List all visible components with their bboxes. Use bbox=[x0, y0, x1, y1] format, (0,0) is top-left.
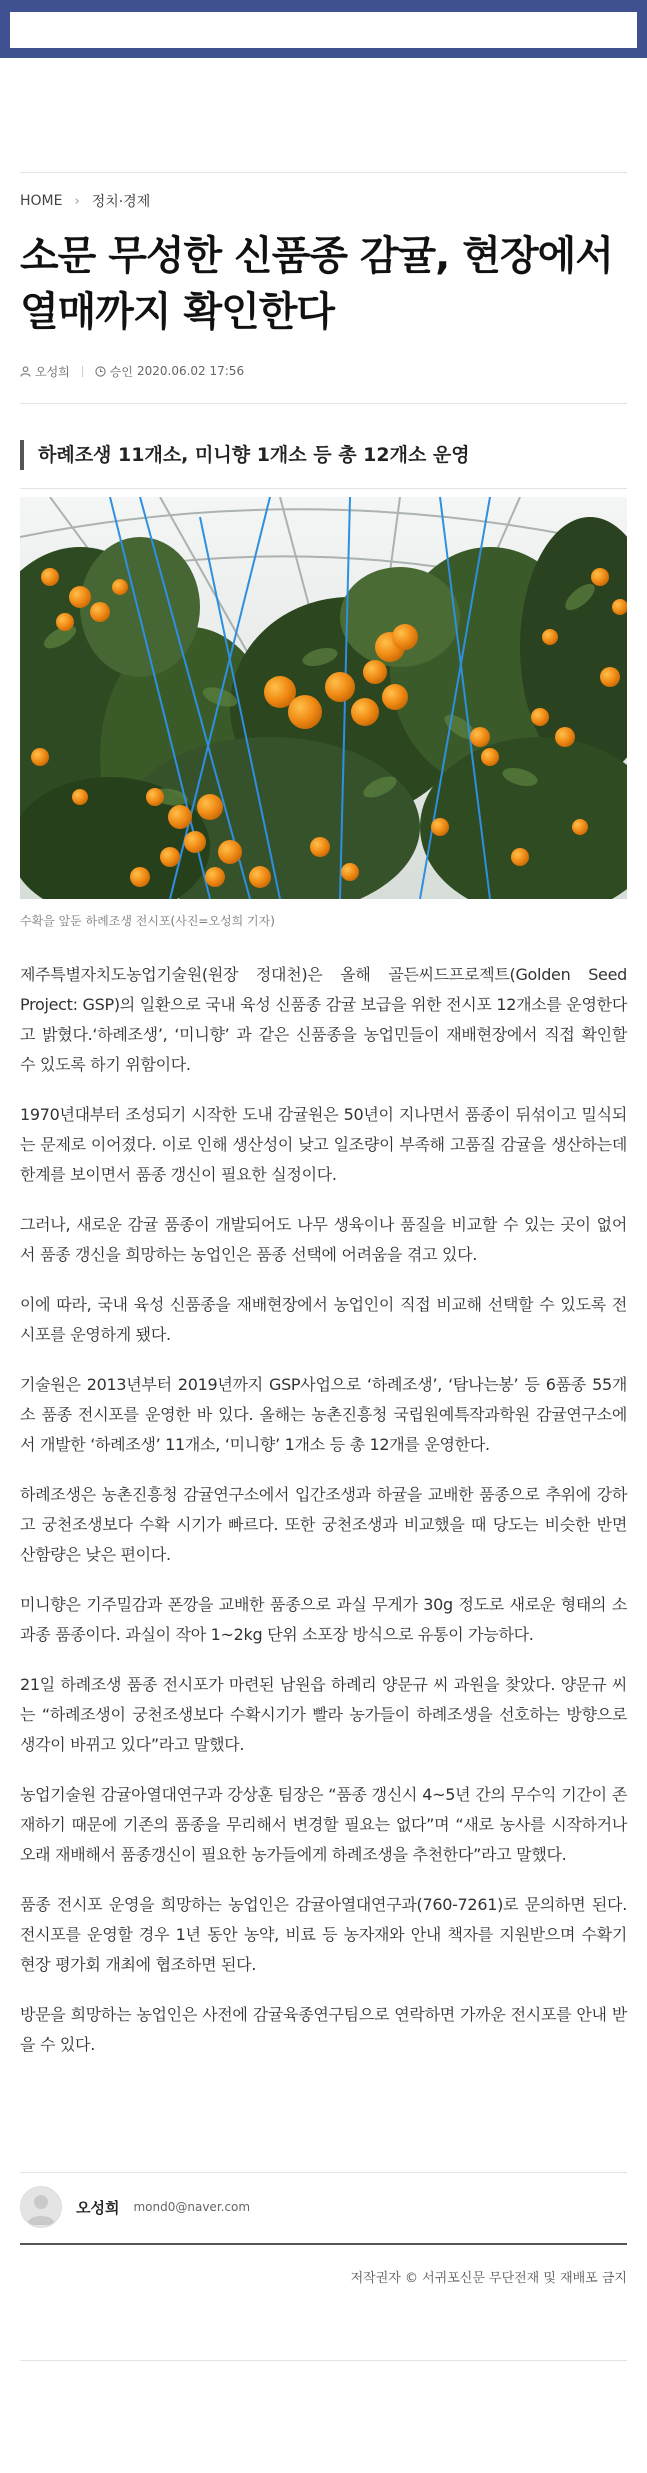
divider bbox=[20, 172, 627, 173]
tangerine-greenhouse-image bbox=[20, 497, 627, 899]
paragraph: 하례조생은 농촌진흥청 감귤연구소에서 입간조생과 하귤을 교배한 품종으로 추위에 강하고 궁천조생보다 수확 시기가 빠르다. 또한 궁천조생과 비교했을 때 당도는 비슷한 반면 산함량은 낮은 편이다. bbox=[20, 1485, 627, 1564]
author-email-link[interactable]: mond0@naver.com bbox=[133, 2200, 251, 2214]
breadcrumb-home-link[interactable]: HOME bbox=[20, 193, 63, 209]
divider bbox=[20, 2172, 627, 2173]
divider bbox=[20, 488, 627, 489]
article-subtitle: 하례조생 11개소, 미니향 1개소 등 총 12개소 운영 bbox=[20, 440, 627, 470]
author-box bbox=[20, 2185, 250, 2229]
divider bbox=[20, 403, 627, 404]
paragraph: 제주특별자치도농업기술원(원장 정대천)은 올해 골든씨드프로젝트(Golden Seed Project: GSP)의 일환으로 국내 육성 신품종 감귤 보급을 위한 전시포 12개소를 운영한다고 밝혔다.‘하례조생’, ‘미니향’ 과 같은 신품종을 농업민들이 재배현장에서 직접 확인할 수 있도록 하기 위함이다. bbox=[20, 965, 627, 1074]
meta-author: 오성희 bbox=[35, 364, 70, 379]
breadcrumb bbox=[20, 190, 150, 212]
article-title: 소문 무성한 신품종 감귤, 현장에서 열매까지 확인한다 bbox=[20, 233, 613, 335]
article-body bbox=[20, 960, 627, 2080]
paragraph: 품종 전시포 운영을 희망하는 농업인은 감귤아열대연구과(760-7261)로 문의하면 된다. 전시포를 운영할 경우 1년 동안 농약, 비료 등 농자재와 안내 책자를 지원받으며 수확기 현장 평가회 개최에 협조하면 된다. bbox=[20, 1895, 627, 1974]
paragraph: 농업기술원 감귤아열대연구과 강상훈 팀장은 “품종 갱신시 4~5년 간의 무수익 기간이 존재하기 때문에 기존의 품종을 무리해서 변경할 필요는 없다”며 “새로 농사를 시작하거나 오래 재배해서 품종갱신이 필요한 농가들에게 하례조생을 추천한다”라고 말했다. bbox=[20, 1785, 627, 1864]
paragraph: 방문을 희망하는 농업인은 사전에 감귤육종연구팀으로 연락하면 가까운 전시포를 안내 받을 수 있다. bbox=[20, 2005, 627, 2054]
person-icon bbox=[20, 366, 31, 377]
copyright-notice: 저작권자 © 서귀포신문 무단전재 및 재배포 금지 bbox=[350, 2271, 627, 2286]
header-search-area[interactable] bbox=[10, 12, 637, 48]
meta-date: 2020.06.02 17:56 bbox=[136, 364, 245, 378]
default-avatar-icon bbox=[21, 2187, 61, 2227]
breadcrumb-section-link[interactable]: 정치·경제 bbox=[91, 194, 151, 210]
photo-caption: 수확을 앞둔 하례조생 전시포(사진=오성희 기자) bbox=[20, 914, 275, 928]
article-photo bbox=[20, 497, 627, 899]
site-header bbox=[0, 0, 647, 58]
paragraph: 1970년대부터 조성되기 시작한 도내 감귤원은 50년이 지나면서 품종이 뒤섞이고 밀식되는 문제로 이어졌다. 이로 인해 생산성이 낮고 일조량이 부족해 고품질 감귤을 생산하는데 한계를 보이면서 품종 갱신이 필요한 실정이다. bbox=[20, 1105, 627, 1184]
paragraph: 미니향은 기주밀감과 폰깡을 교배한 품종으로 과실 무게가 30g 정도로 새로운 형태의 소과종 품종이다. 과실이 작아 1~2kg 단위 소포장 방식으로 유통이 가능하다. bbox=[20, 1595, 627, 1644]
paragraph: 기술원은 2013년부터 2019년까지 GSP사업으로 ‘하례조생’, ‘탐나는봉’ 등 6품종 55개소 품종 전시포를 운영한 바 있다. 올해는 농촌진흥청 국립원예특작과학원 감귤연구소에서 개발한 ‘하례조생’ 11개소, ‘미니향’ 1개소 등 총 12개를 운영한다. bbox=[20, 1375, 627, 1454]
meta-approved-label: 승인 bbox=[109, 364, 133, 379]
meta-divider bbox=[82, 366, 83, 377]
chevron-right-icon: › bbox=[74, 193, 80, 209]
paragraph: 그러나, 새로운 감귤 품종이 개발되어도 나무 생육이나 품질을 비교할 수 있는 곳이 없어서 품종 갱신을 희망하는 농업인은 품종 선택에 어려움을 겪고 있다. bbox=[20, 1215, 627, 1264]
avatar bbox=[20, 2186, 62, 2228]
clock-icon bbox=[95, 366, 106, 377]
divider bbox=[20, 2360, 627, 2361]
paragraph: 21일 하례조생 품종 전시포가 마련된 남원읍 하례리 양문규 씨 과원을 찾았다. 양문규 씨는 “하례조생이 궁천조생보다 수확시기가 빨라 농가들이 하례조생을 선호하는 방향으로 생각이 바뀌고 있다”라고 말했다. bbox=[20, 1675, 627, 1754]
divider bbox=[20, 2243, 627, 2245]
author-name: 오성희 bbox=[76, 2198, 120, 2217]
paragraph: 이에 따라, 국내 육성 신품종을 재배현장에서 농업인이 직접 비교해 선택할 수 있도록 전시포를 운영하게 됐다. bbox=[20, 1295, 627, 1344]
article-meta bbox=[20, 361, 244, 381]
